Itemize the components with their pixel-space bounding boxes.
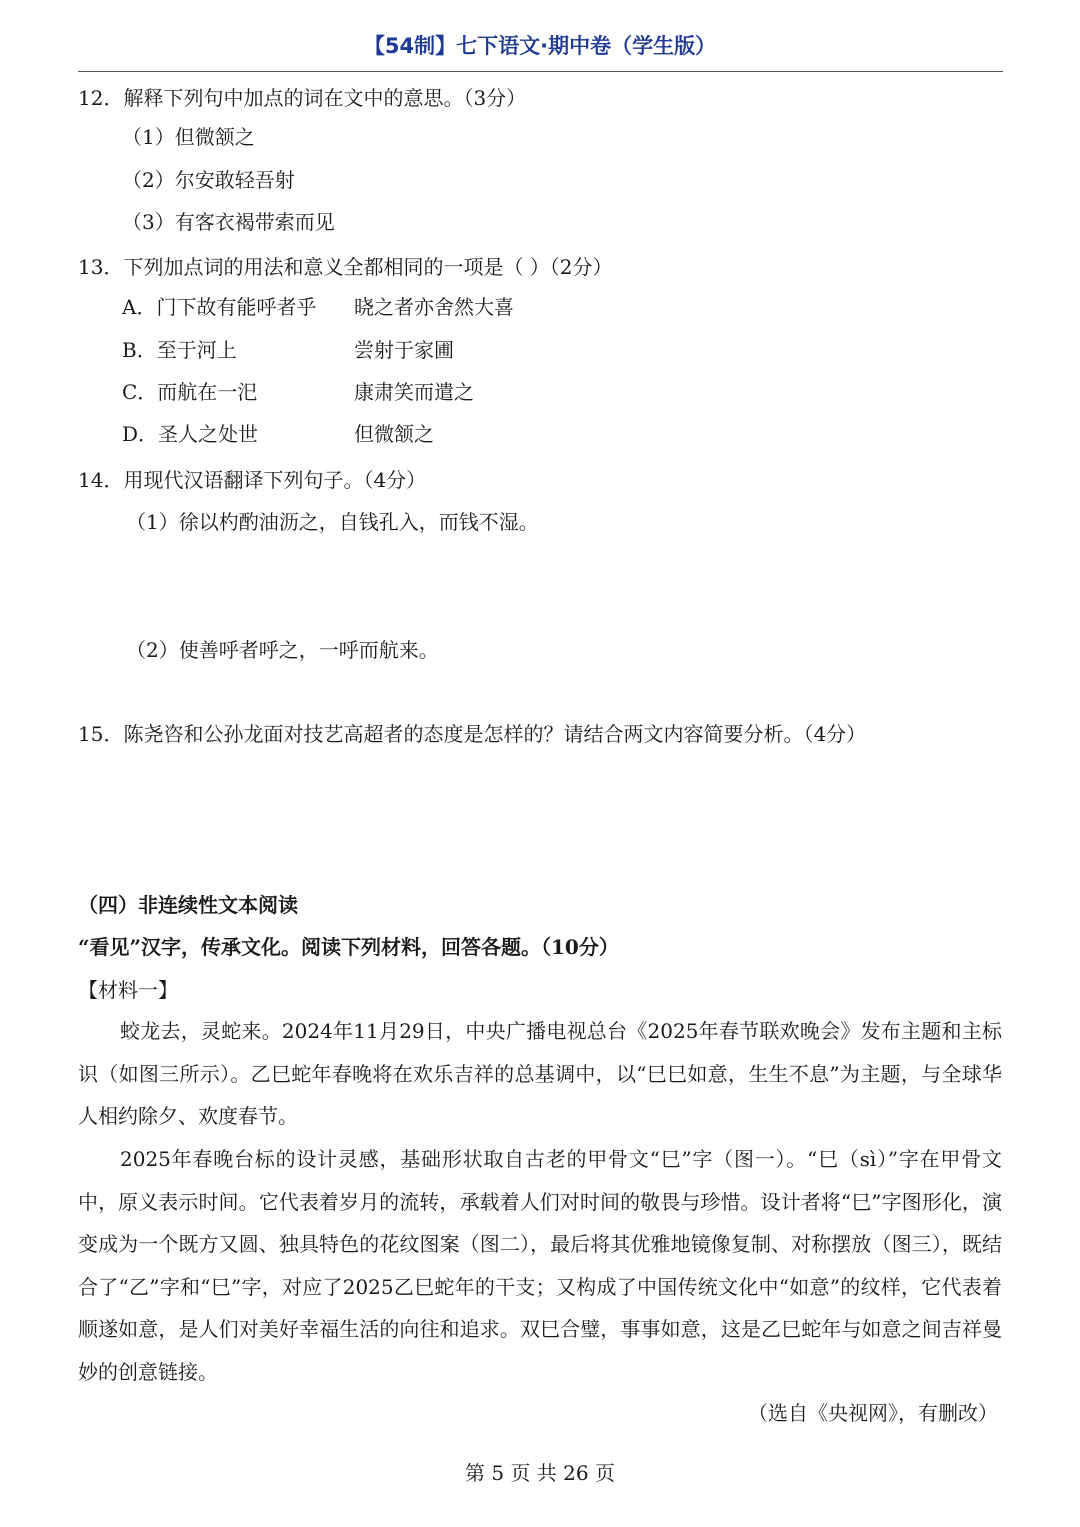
question-12-item-3: （3）有客衣褐带索而见 [122,210,335,234]
question-13-option-c-left: C．而航在一汜 [122,380,258,404]
question-13-option-b-right: 尝射于家圃 [354,338,454,362]
question-12-stem: 12．解释下列句中加点的词在文中的意思。（3分） [78,86,527,110]
question-13-option-b-left: B．至于河上 [122,338,237,362]
question-13-option-d-right: 但微颔之 [354,422,434,446]
question-13-stem: 13．下列加点词的用法和意义全都相同的一项是（ ）（2分） [78,255,613,279]
material-1-label: 【材料一】 [78,978,178,1002]
question-12-item-1: （1）但微颔之 [122,125,255,149]
material-1-paragraph-1: 蛟龙去，灵蛇来。2024年11月29日，中央广播电视总台《2025年春节联欢晚会》发布主题和主标识（如图三所示）。乙巳蛇年春晚将在欢乐吉祥的总基调中，以“巳巳如意，生生不息”为主题，与全球华人相约除夕、欢度春节。 [78,1019,1002,1128]
question-13-option-a-right: 晓之者亦舍然大喜 [354,295,514,319]
question-12-item-2: （2）尔安敢轻吾射 [122,168,295,192]
question-14-item-1: （1）徐以杓酌油沥之，自钱孔入，而钱不湿。 [126,510,539,534]
page-header-title: 【54制】七下语文·期中卷（学生版） [363,34,717,58]
material-1-paragraph-2: 2025年春晚台标的设计灵感，基础形状取自古老的甲骨文“巳”字（图一）。“巳（sì）”字在甲骨文中，原义表示时间。它代表着岁月的流转，承载着人们对时间的敬畏与珍惜。设计者将“巳”字图形化，演变成为一个既方又圆、独具特色的花纹图案（图二），最后将其优雅地镜像复制、对称摆放（图三），既结合了“乙”字和“巳”字，对应了2025乙巳蛇年的干支；又构成了中国传统文化中“如意”的纹样，它代表着顺遂如意，是人们对美好幸福生活的向往和追求。双巳合璧，事事如意，这是乙巳蛇年与如意之间吉祥曼妙的创意链接。 [78,1147,1002,1384]
question-14-stem: 14．用现代汉语翻译下列句子。（4分） [78,468,427,492]
question-15-stem: 15．陈尧咨和公孙龙面对技艺高超者的态度是怎样的？请结合两文内容简要分析。（4分） [78,722,867,746]
question-13-option-a-left: A．门下故有能呼者乎 [122,295,317,319]
material-source: （选自《央视网》，有删改） [748,1401,998,1425]
question-13-option-d-left: D．圣人之处世 [122,422,259,446]
question-13-option-c-right: 康肃笑而遣之 [354,380,474,404]
header-divider [78,71,1003,72]
question-14-item-2: （2）使善呼者呼之，一呼而航来。 [126,638,439,662]
page-number: 第 5 页 共 26 页 [465,1461,615,1485]
section-4-heading: （四）非连续性文本阅读 [78,893,298,917]
section-4-instruction: “看见”汉字，传承文化。阅读下列材料，回答各题。（10分） [78,935,619,959]
